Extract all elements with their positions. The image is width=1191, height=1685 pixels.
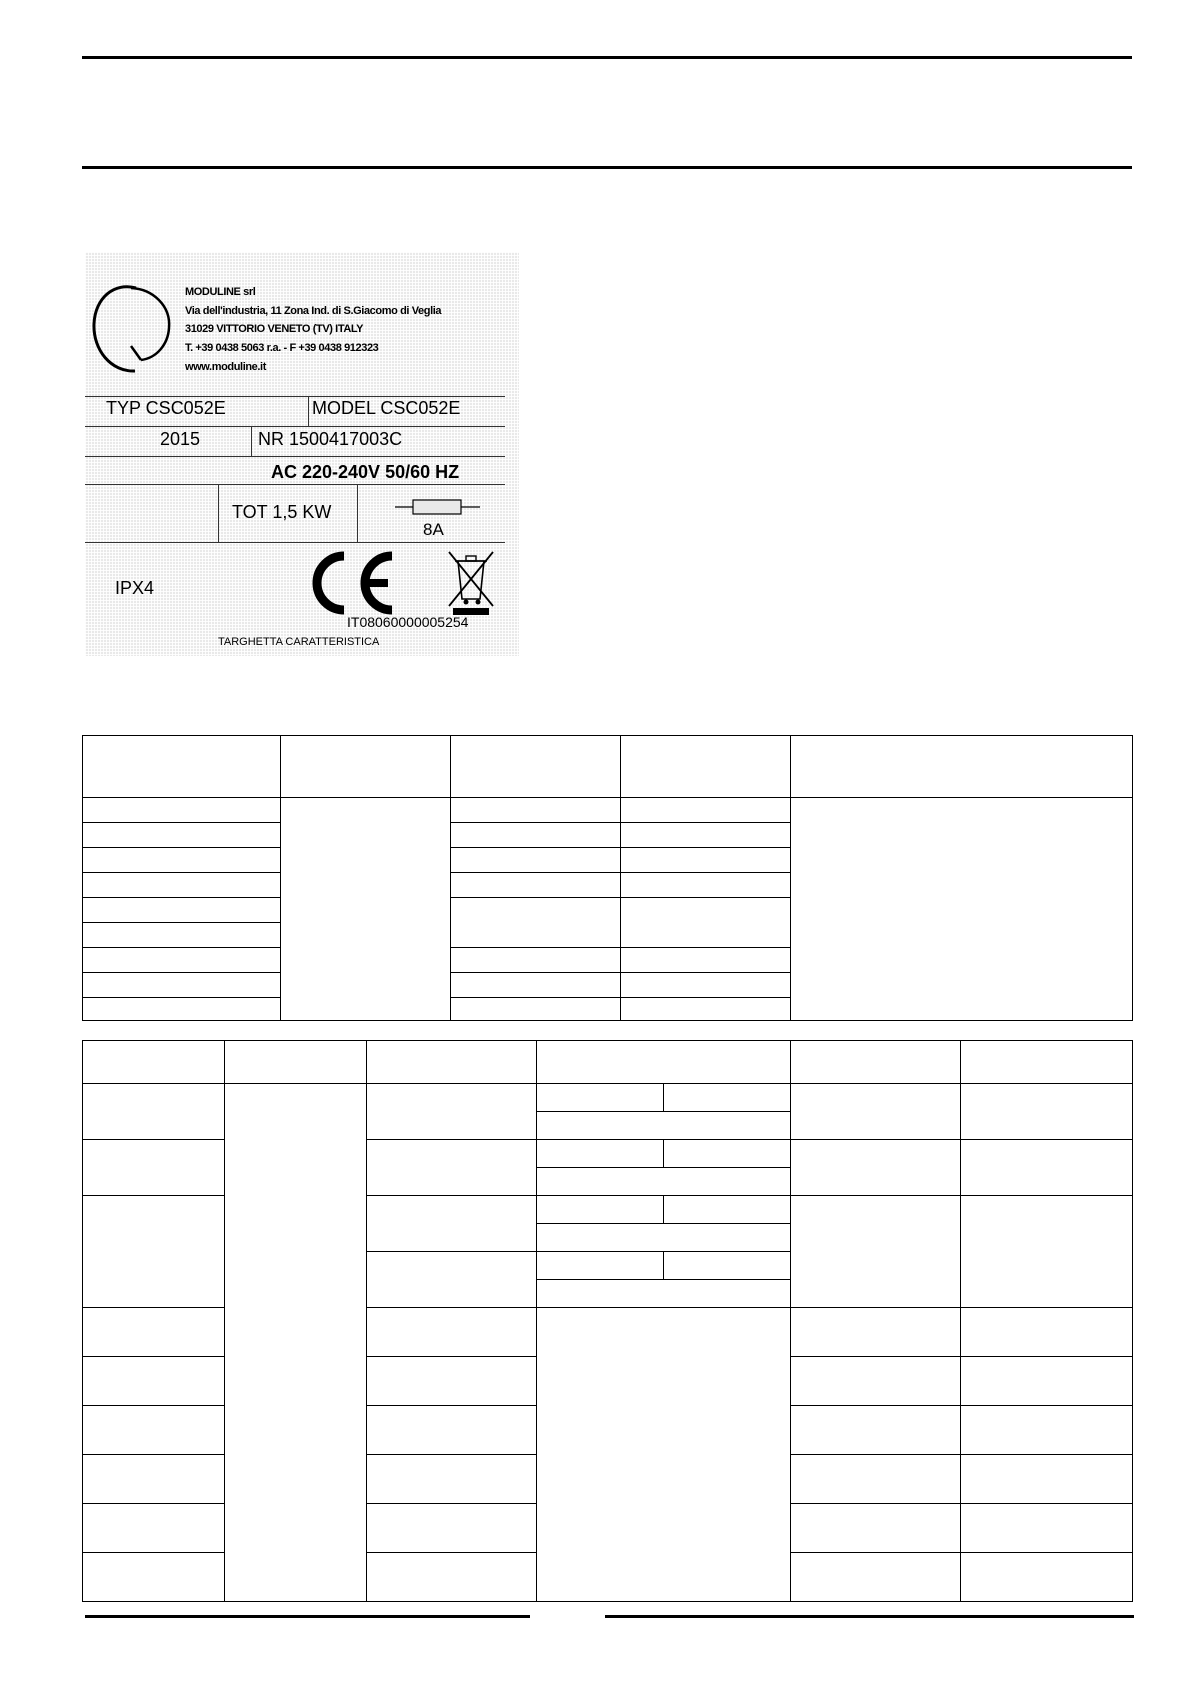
table-header-cell — [225, 1041, 367, 1084]
table-header-cell — [367, 1041, 537, 1084]
table-header-row — [83, 736, 1133, 798]
table-cell — [664, 1140, 791, 1168]
table-cell — [621, 848, 791, 873]
fuse-rating: 8A — [423, 520, 444, 539]
table-cell — [451, 973, 621, 998]
moduline-logo-icon — [89, 280, 179, 380]
table-header-cell — [537, 1041, 791, 1084]
table-cell — [621, 798, 791, 823]
table-cell — [791, 1504, 961, 1553]
table-cell — [83, 998, 281, 1021]
table-cell — [281, 798, 451, 1021]
table-cell — [83, 1504, 225, 1553]
table-cell — [961, 1196, 1133, 1308]
table-cell — [83, 1455, 225, 1504]
table-header-cell — [83, 1041, 225, 1084]
table-cell — [537, 1308, 791, 1602]
table-cell — [961, 1308, 1133, 1357]
rating-plate — [85, 252, 519, 656]
plate-caption: TARGHETTA CARATTERISTICA — [218, 636, 380, 648]
manufacturer-website: www.moduline.it — [185, 361, 266, 373]
table-cell — [367, 1455, 537, 1504]
plate-divider — [85, 542, 505, 543]
table-cell — [367, 1196, 537, 1252]
serial-number: NR 1500417003C — [258, 429, 403, 449]
table-cell — [621, 948, 791, 973]
total-power: TOT 1,5 KW — [232, 502, 332, 522]
table-cell — [537, 1140, 664, 1168]
table-cell — [367, 1252, 537, 1308]
table-cell — [451, 798, 621, 823]
footer-rule-right — [605, 1615, 1134, 1618]
table-cell — [791, 1140, 961, 1196]
table-cell — [367, 1140, 537, 1196]
table-cell — [83, 1308, 225, 1357]
plate-divider — [85, 426, 505, 427]
table-cell — [83, 898, 281, 923]
table-cell — [367, 1084, 537, 1140]
table-cell — [537, 1112, 791, 1140]
table-cell — [621, 873, 791, 898]
table-cell — [791, 1196, 961, 1308]
weee-registration-code: IT08060000005254 — [347, 614, 469, 630]
table-row — [83, 798, 1133, 823]
table-header-cell — [791, 736, 1133, 798]
table-cell — [961, 1084, 1133, 1140]
table-cell — [367, 1504, 537, 1553]
manufacturer-address: Via dell'industria, 11 Zona Ind. di S.Giacomo di Veglia — [185, 305, 442, 317]
table-cell — [451, 998, 621, 1021]
table-header-cell — [83, 736, 281, 798]
table-cell — [537, 1196, 664, 1224]
table-cell — [961, 1357, 1133, 1406]
footer-rule-left — [85, 1615, 530, 1618]
header-rule — [82, 166, 1132, 169]
top-rule — [82, 56, 1132, 59]
table-header-cell — [451, 736, 621, 798]
table-cell — [225, 1084, 367, 1602]
table-cell — [367, 1357, 537, 1406]
table-header-cell — [961, 1041, 1133, 1084]
table-cell — [621, 898, 791, 948]
year-label: 2015 — [160, 429, 201, 449]
manufacturer-phone-fax: T. +39 0438 5063 r.a. - F +39 0438 912323 — [185, 342, 379, 354]
table-cell — [537, 1280, 791, 1308]
table-cell — [83, 1140, 225, 1196]
table-cell — [83, 923, 281, 948]
table-cell — [367, 1406, 537, 1455]
table-header-cell — [621, 736, 791, 798]
table-cell — [83, 973, 281, 998]
table-2 — [82, 1040, 1133, 1602]
table-cell — [961, 1455, 1133, 1504]
plate-divider — [85, 484, 505, 485]
table-header-cell — [791, 1041, 961, 1084]
table-cell — [961, 1553, 1133, 1602]
table-cell — [537, 1252, 664, 1280]
plate-divider — [85, 456, 505, 457]
model-label: MODEL CSC052E — [312, 398, 461, 418]
table-cell — [621, 973, 791, 998]
table-cell — [664, 1252, 791, 1280]
fuse-icon — [395, 496, 480, 518]
table-cell — [83, 798, 281, 823]
table-cell — [791, 1455, 961, 1504]
table-cell — [451, 948, 621, 973]
table-cell — [83, 1196, 225, 1308]
table-cell — [961, 1406, 1133, 1455]
table-header-cell — [281, 736, 451, 798]
table-cell — [791, 1084, 961, 1140]
table-cell — [83, 1357, 225, 1406]
typ-label: TYP CSC052E — [106, 398, 226, 418]
table-cell — [961, 1504, 1133, 1553]
table-cell — [664, 1084, 791, 1112]
table-cell — [83, 873, 281, 898]
table-cell — [83, 948, 281, 973]
plate-divider — [85, 396, 505, 397]
table-cell — [367, 1308, 537, 1357]
plate-divider — [357, 484, 358, 542]
ce-mark-icon — [306, 551, 396, 615]
table-header-row — [83, 1041, 1133, 1084]
table-cell — [791, 1308, 961, 1357]
plate-divider — [251, 426, 252, 456]
table-cell — [664, 1196, 791, 1224]
table-cell — [621, 823, 791, 848]
table-cell — [451, 823, 621, 848]
table-cell — [791, 798, 1133, 1021]
table-cell — [791, 1357, 961, 1406]
table-cell — [791, 1553, 961, 1602]
table-cell — [83, 848, 281, 873]
table-cell — [367, 1553, 537, 1602]
table-cell — [451, 848, 621, 873]
table-cell — [83, 1406, 225, 1455]
plate-divider — [308, 396, 309, 426]
table-1 — [82, 735, 1133, 1021]
table-cell — [451, 873, 621, 898]
table-cell — [83, 1084, 225, 1140]
ip-rating: IPX4 — [115, 578, 155, 598]
power-supply: AC 220-240V 50/60 HZ — [271, 462, 460, 482]
table-cell — [451, 898, 621, 948]
table-row — [83, 1084, 1133, 1112]
table-cell — [791, 1406, 961, 1455]
table-cell — [537, 1168, 791, 1196]
table-cell — [537, 1084, 664, 1112]
table-cell — [621, 998, 791, 1021]
plate-divider — [218, 484, 219, 542]
manufacturer-city: 31029 VITTORIO VENETO (TV) ITALY — [185, 323, 364, 335]
table-cell — [537, 1224, 791, 1252]
weee-bin-icon — [446, 549, 496, 615]
table-cell — [961, 1140, 1133, 1196]
table-cell — [83, 1553, 225, 1602]
table-cell — [83, 823, 281, 848]
manufacturer-name: MODULINE srl — [185, 286, 256, 298]
